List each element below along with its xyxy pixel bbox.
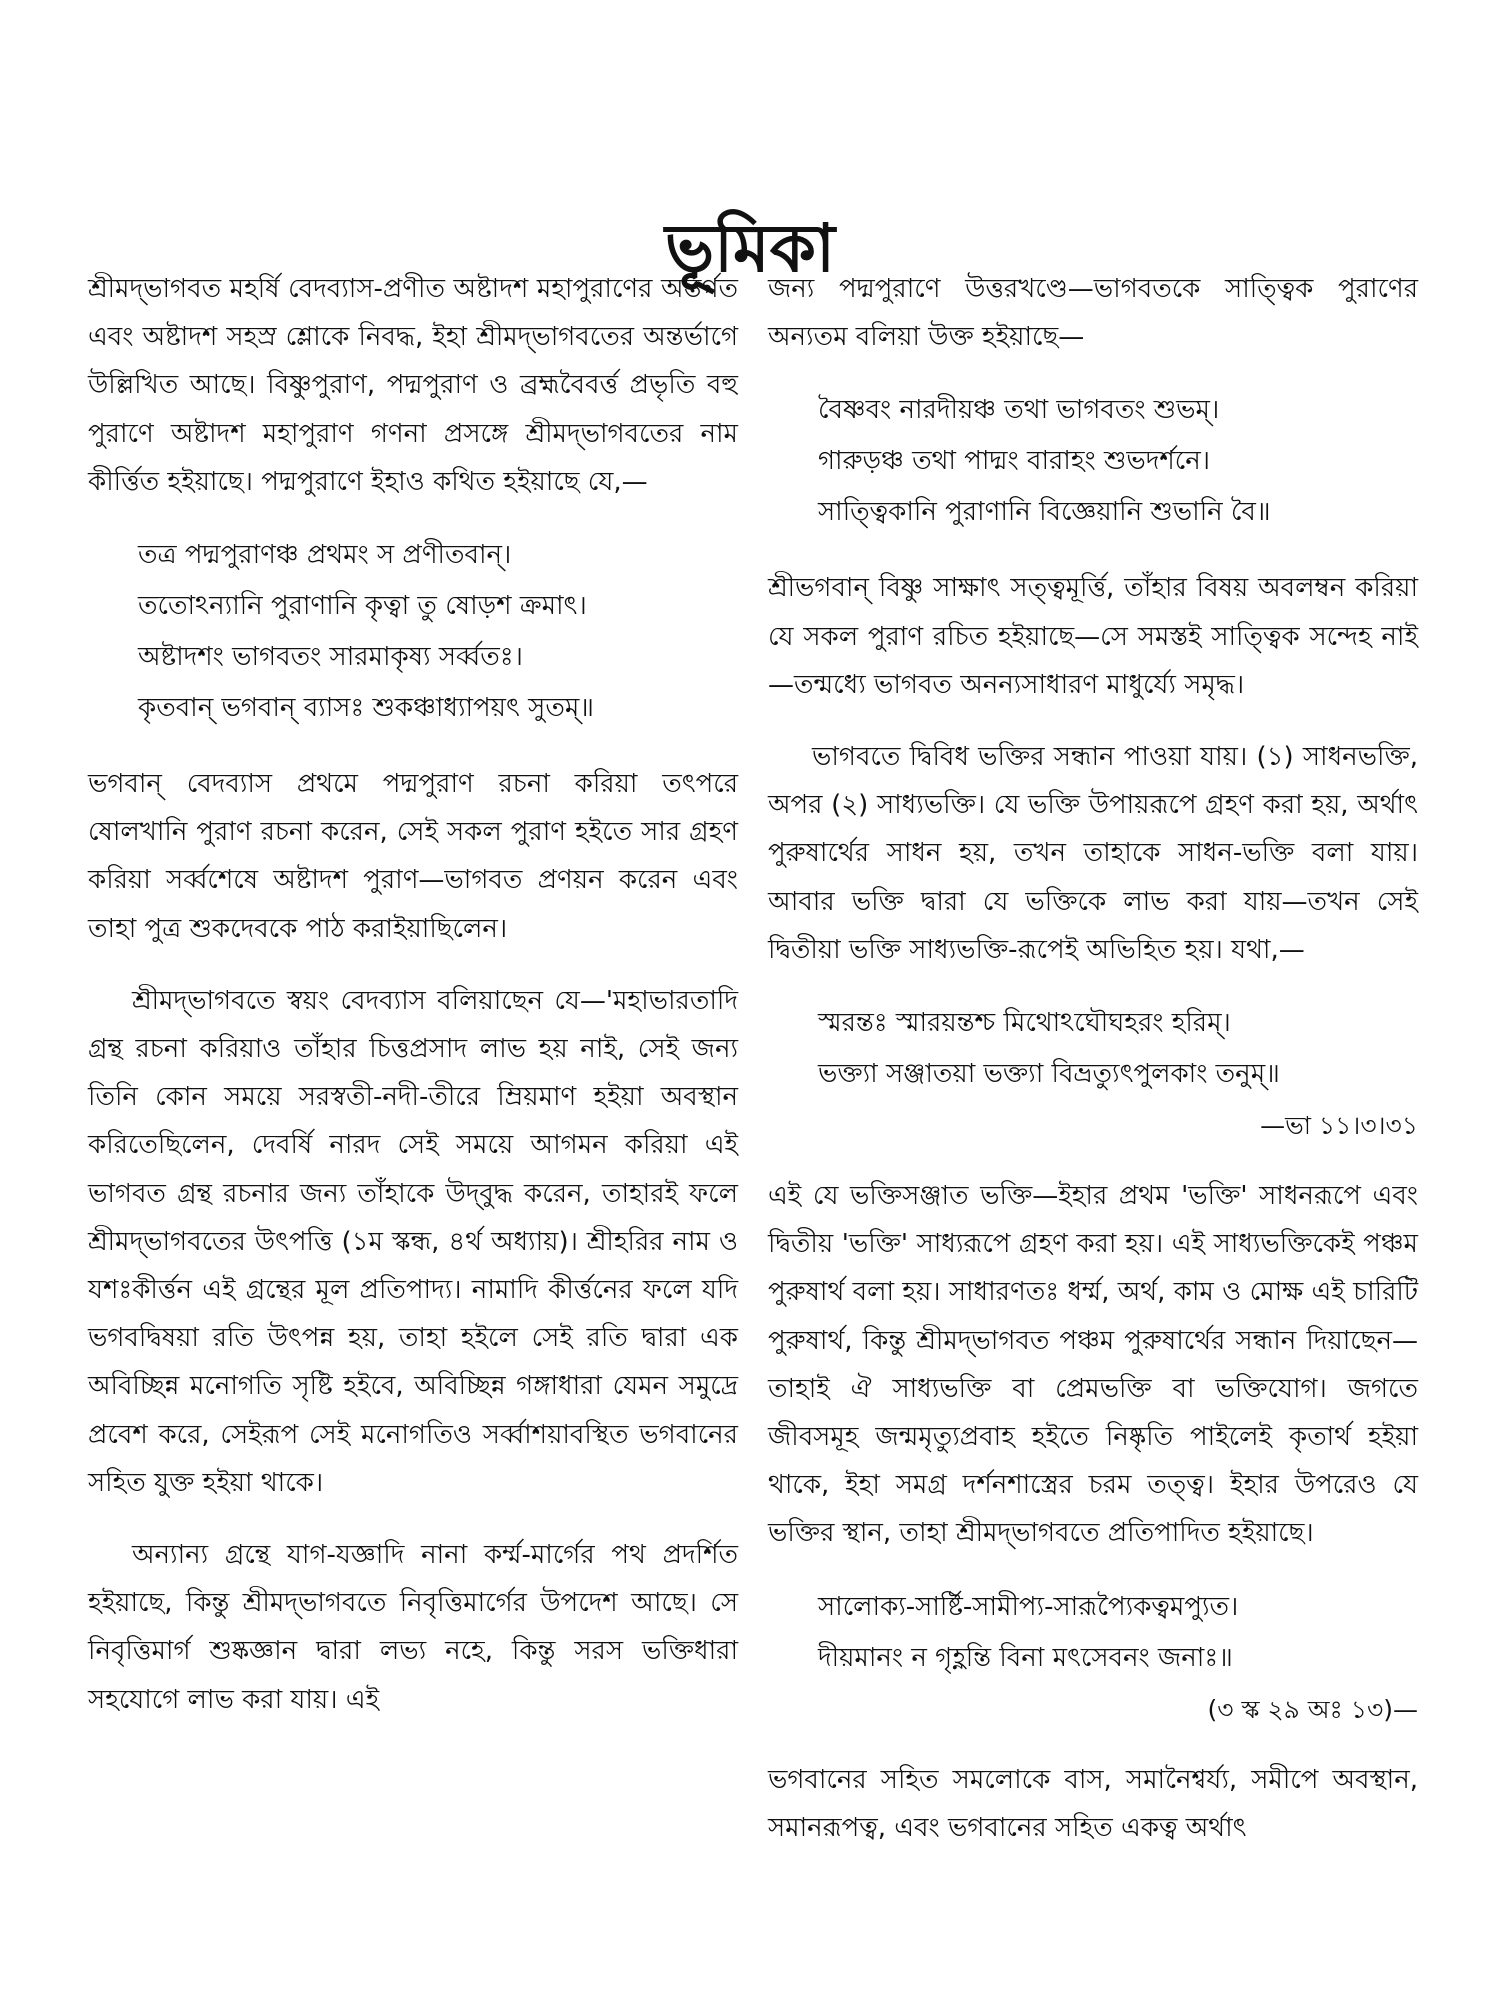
paragraph: এই যে ভক্তিসঞ্জাত ভক্তি—ইহার প্রথম 'ভক্তি' সাধনরূপে এবং দ্বিতীয় 'ভক্তি' সাধ্যরূপে গ্রহণ করা হয়। এই সাধ্যভক্তিকেই পঞ্চম পুরুষার্থ বলা হয়। সাধারণতঃ ধর্ম্ম, অর্থ, কাম ও মোক্ষ এই চারিটি পুরুষার্থ, কিন্তু শ্রীমদ্‌ভাগবত পঞ্চম পুরুষার্থের সন্ধান দিয়াছেন—তাহাই ঐ সাধ্যভক্তি বা প্রেমভক্তি বা ভক্তিযোগ। জগতে জীবসমূহ জন্মমৃত্যুপ্রবাহ হইতে নিষ্কৃতি পাইলেই কৃতার্থ হইয়া থাকে, ইহা সমগ্র দর্শনশাস্ত্রের চরম তত্ত্ব। ইহার উপরেও যে ভক্তির স্থান, তাহা শ্রীমদ্‌ভাগবতে প্রতিপাদিত হইয়াছে। bbox=[768, 1181, 1418, 1549]
verse-block bbox=[768, 385, 1418, 538]
verse-line: তত্র পদ্মপুরাণঞ্চ প্রথমং স প্রণীতবান্‌। bbox=[138, 540, 512, 571]
verse-line: অষ্টাদশং ভাগবতং সারমাকৃষ্য সর্ব্বতঃ। bbox=[138, 642, 523, 673]
paragraph: শ্রীভগবান্‌ বিষ্ণু সাক্ষাৎ সত্ত্বমূর্ত্তি, তাঁহার বিষয় অবলম্বন করিয়া যে সকল পুরাণ রচিত হইয়াছে—সে সমস্তই সাত্ত্বিক সন্দেহ নাই—তন্মধ্যে ভাগবত অনন্যসাধারণ মাধুর্য্যে সমৃদ্ধ। bbox=[768, 573, 1418, 700]
verse-line: সালোক্য-সার্ষ্টি-সামীপ্য-সারূপ্যৈকত্বমপ্যুত। bbox=[818, 1591, 1239, 1622]
left-column bbox=[88, 265, 738, 1748]
paragraph: ভাগবতে দ্বিবিধ ভক্তির সন্ধান পাওয়া যায়। (১) সাধনভক্তি, অপর (২) সাধ্যভক্তি। যে ভক্তি উপায়রূপে গ্রহণ করা হয়, অর্থাৎ পুরুষার্থের সাধন হয়, তখন তাহাকে সাধন-ভক্তি বলা যায়। আবার ভক্তি দ্বারা যে ভক্তিকে লাভ করা যায়—তখন সেই দ্বিতীয়া ভক্তি সাধ্যভক্তি-রূপেই অভিহিত হয়। যথা,— bbox=[768, 742, 1418, 965]
paragraph: ভগবান্‌ বেদব্যাস প্রথমে পদ্মপুরাণ রচনা করিয়া তৎপরে ষোলখানি পুরাণ রচনা করেন, সেই সকল পুরাণ হইতে সার গ্রহণ করিয়া সর্ব্বশেষে অষ্টাদশ পুরাণ—ভাগবত প্রণয়ন করেন এবং তাহা পুত্র শুকদেবকে পাঠ করাইয়াছিলেন। bbox=[88, 769, 738, 944]
verse-line: গারুড়ঞ্চ তথা পাদ্মং বারাহং শুভদর্শনে। bbox=[818, 446, 1211, 477]
paragraph: শ্রীমদ্‌ভাগবতে স্বয়ং বেদব্যাস বলিয়াছেন যে—'মহাভারতাদি গ্রন্থ রচনা করিয়াও তাঁহার চিত্তপ্রসাদ লাভ হয় নাই, সেই জন্য তিনি কোন সময়ে সরস্বতী-নদী-তীরে ম্রিয়মাণ হইয়া অবস্থান করিতেছিলেন, দেবর্ষি নারদ সেই সময়ে আগমন করিয়া এই ভাগবত গ্রন্থ রচনার জন্য তাঁহাকে উদ্‌বুদ্ধ করেন, তাহারই ফলে শ্রীমদ্‌ভাগবতের উৎপত্তি (১ম স্কন্ধ, ৪র্থ অধ্যায়)। শ্রীহরির নাম ও যশঃকীর্ত্তন এই গ্রন্থের মূল প্রতিপাদ্য। নামাদি কীর্ত্তনের ফলে যদি ভগবদ্বিষয়া রতি উৎপন্ন হয়, তাহা হইলে সেই রতি দ্বারা এক অবিচ্ছিন্ন মনোগতি সৃষ্টি হইবে, অবিচ্ছিন্ন গঙ্গাধারা যেমন সমুদ্রে প্রবেশ করে, সেইরূপ সেই মনোগতিও সর্ব্বাশয়াবস্থিত ভগবানের সহিত যুক্ত হইয়া থাকে। bbox=[88, 985, 738, 1498]
verse-block bbox=[88, 530, 738, 734]
verse-reference: —ভা ১১।৩।৩১ bbox=[1260, 1111, 1418, 1141]
verse-line: স্মরন্তঃ স্মারয়ন্তশ্চ মিথোঽঘৌঘহরং হরিম্‌। bbox=[818, 1008, 1231, 1039]
verse-line: ভক্ত্যা সঞ্জাতয়া ভক্ত্যা বিভ্রত্যুৎপুলকাং তনুম্‌॥ bbox=[818, 1059, 1280, 1090]
verse-block bbox=[768, 998, 1418, 1100]
paragraph: অন্যান্য গ্রন্থে যাগ-যজ্ঞাদি নানা কর্ম্ম-মার্গের পথ প্রদর্শিত হইয়াছে, কিন্তু শ্রীমদ্‌ভাগবতে নিবৃত্তিমার্গের উপদেশ আছে। সে নিবৃত্তিমার্গ শুষ্কজ্ঞান দ্বারা লভ্য নহে, কিন্তু সরস ভক্তিধারা সহযোগে লাভ করা যায়। এই bbox=[88, 1540, 738, 1715]
verse-line: দীয়মানং ন গৃহ্ণন্তি বিনা মৎসেবনং জনাঃ॥ bbox=[818, 1642, 1233, 1673]
verse-block bbox=[768, 1582, 1418, 1684]
verse-line: কৃতবান্‌ ভগবান্‌ ব্যাসঃ শুকঞ্চাধ্যাপয়ৎ সুতম্‌॥ bbox=[138, 693, 594, 724]
right-column bbox=[768, 265, 1418, 1876]
paragraph: ভগবানের সহিত সমলোকে বাস, সমানৈশ্বর্য্য, সমীপে অবস্থান, সমানরূপত্ব, এবং ভগবানের সহিত একত্ব অর্থাৎ bbox=[768, 1764, 1418, 1843]
verse-line: বৈষ্ণবং নারদীয়ঞ্চ তথা ভাগবতং শুভম্‌। bbox=[818, 395, 1220, 426]
verse-line: ততোঽন্যানি পুরাণানি কৃত্বা তু ষোড়শ ক্রমাৎ। bbox=[138, 591, 587, 622]
page-title: ভূমিকা bbox=[664, 210, 836, 288]
paragraph: জন্য পদ্মপুরাণে উত্তরখণ্ডে—ভাগবতকে সাত্ত্বিক পুরাণের অন্যতম বলিয়া উক্ত হইয়াছে— bbox=[768, 274, 1418, 353]
verse-line: সাত্ত্বিকানি পুরাণানি বিজ্ঞেয়ানি শুভানি বৈ॥ bbox=[818, 497, 1271, 528]
verse-reference: (৩ স্ক ২৯ অঃ ১৩)— bbox=[1207, 1694, 1418, 1724]
paragraph: শ্রীমদ্‌ভাগবত মহর্ষি বেদব্যাস-প্রণীত অষ্টাদশ মহাপুরাণের অন্তর্গত এবং অষ্টাদশ সহস্র শ্লোকে নিবদ্ধ, ইহা শ্রীমদ্‌ভাগবতের অন্তর্ভাগে উল্লিখিত আছে। বিষ্ণুপুরাণ, পদ্মপুরাণ ও ব্রহ্মবৈবর্ত্ত প্রভৃতি বহু পুরাণে অষ্টাদশ মহাপুরাণ গণনা প্রসঙ্গে শ্রীমদ্‌ভাগবতের নাম কীর্ত্তিত হইয়াছে। পদ্মপুরাণে ইহাও কথিত হইয়াছে যে,— bbox=[88, 274, 738, 497]
